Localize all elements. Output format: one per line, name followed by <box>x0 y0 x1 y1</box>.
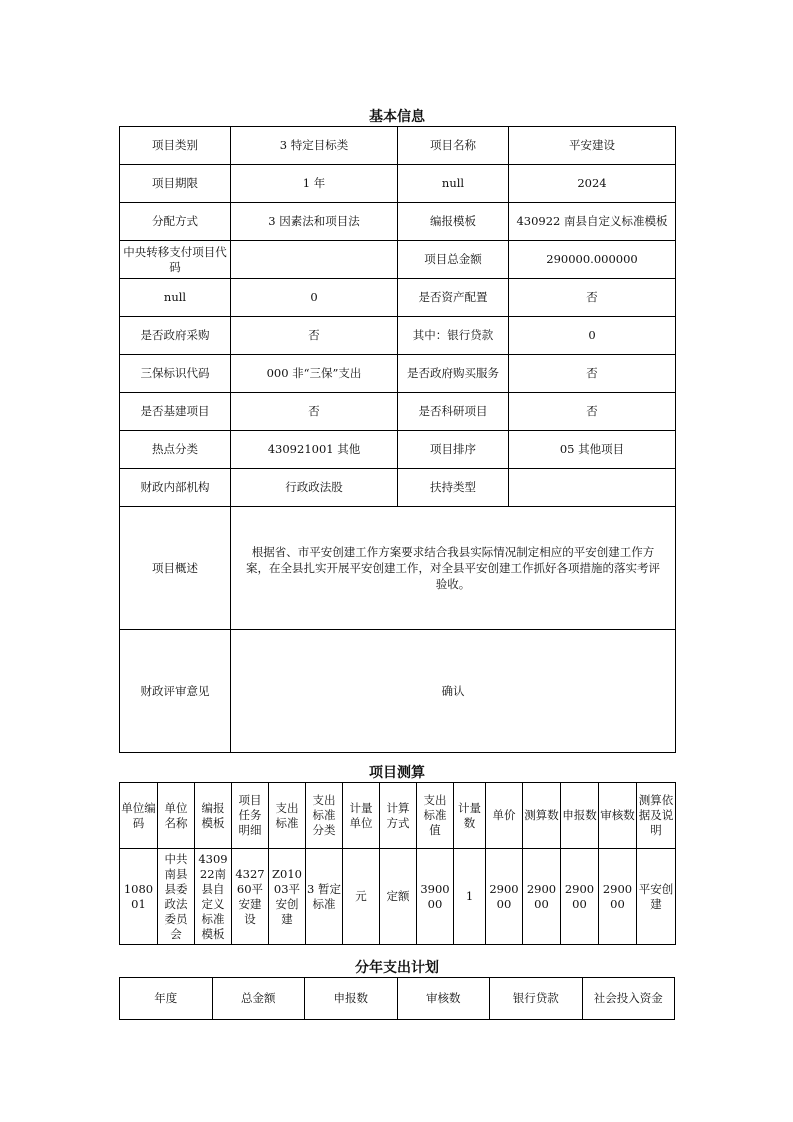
field-label: 是否政府采购 <box>120 317 231 355</box>
annual-plan-title: 分年支出计划 <box>355 960 439 976</box>
field-value: 否 <box>509 393 676 431</box>
table-row <box>120 203 676 241</box>
column-header: 测算依据及说明 <box>637 783 676 849</box>
field-label: 是否政府购买服务 <box>398 355 509 393</box>
field-value: 3 特定目标类 <box>231 127 398 165</box>
basic-info-table <box>119 126 676 753</box>
field-label: 是否资产配置 <box>398 279 509 317</box>
field-value: 430921001 其他 <box>231 431 398 469</box>
column-header: 申报数 <box>305 978 398 1020</box>
table-row <box>120 127 676 165</box>
calculation-table <box>119 782 676 945</box>
table-cell: 432760平安建设 <box>232 849 269 945</box>
field-value: 3 因素法和项目法 <box>231 203 398 241</box>
column-header: 支出标准值 <box>417 783 454 849</box>
field-label: 项目排序 <box>398 431 509 469</box>
field-label: 项目总金额 <box>398 241 509 279</box>
field-label: 项目类别 <box>120 127 231 165</box>
field-label: 编报模板 <box>398 203 509 241</box>
table-cell: 290000 <box>523 849 561 945</box>
column-header: 银行贷款 <box>490 978 583 1020</box>
table-row <box>120 431 676 469</box>
table-cell: 108001 <box>120 849 158 945</box>
field-label: null <box>120 279 231 317</box>
field-label: 热点分类 <box>120 431 231 469</box>
field-label: 其中：银行贷款 <box>398 317 509 355</box>
field-label: 三保标识代码 <box>120 355 231 393</box>
table-row <box>120 279 676 317</box>
table-row <box>120 393 676 431</box>
field-value: 0 <box>231 279 398 317</box>
field-value: 2024 <box>509 165 676 203</box>
column-header: 申报数 <box>561 783 599 849</box>
column-header: 计算方式 <box>380 783 417 849</box>
field-value: 0 <box>509 317 676 355</box>
table-row <box>120 241 676 279</box>
table-row <box>120 469 676 507</box>
column-header: 支出标准分类 <box>306 783 343 849</box>
table-cell: 430922南县自定义标准模板 <box>195 849 232 945</box>
overview-label: 项目概述 <box>120 507 231 630</box>
field-value: 000 非“三保”支出 <box>231 355 398 393</box>
field-value: 430922 南县自定义标准模板 <box>509 203 676 241</box>
field-label: 是否基建项目 <box>120 393 231 431</box>
basic-info-title: 基本信息 <box>369 109 425 125</box>
overview-text: 根据省、市平安创建工作方案要求结合我县实际情况制定相应的平安创建工作方案，在全县扎实开展平安创建工作，对全县平安创建工作抓好各项措施的落实考评验收。 <box>231 507 676 630</box>
field-value: 290000.000000 <box>509 241 676 279</box>
column-header: 单位名称 <box>158 783 195 849</box>
annual-plan-header-row <box>120 978 675 1020</box>
field-value: 平安建设 <box>509 127 676 165</box>
overview-row <box>120 507 676 630</box>
table-row <box>120 165 676 203</box>
field-label: null <box>398 165 509 203</box>
field-label: 分配方式 <box>120 203 231 241</box>
field-label: 财政内部机构 <box>120 469 231 507</box>
column-header: 编报模板 <box>195 783 232 849</box>
field-value: 行政政法股 <box>231 469 398 507</box>
table-row <box>120 849 676 945</box>
field-value: 1 年 <box>231 165 398 203</box>
field-value: 否 <box>509 279 676 317</box>
field-value: 否 <box>509 355 676 393</box>
column-header: 计量数 <box>454 783 486 849</box>
table-cell: 290000 <box>561 849 599 945</box>
column-header: 审核数 <box>599 783 637 849</box>
table-cell: 390000 <box>417 849 454 945</box>
calculation-header-row <box>120 783 676 849</box>
table-cell: 平安创建 <box>637 849 676 945</box>
field-label: 是否科研项目 <box>398 393 509 431</box>
field-value: 05 其他项目 <box>509 431 676 469</box>
column-header: 审核数 <box>397 978 490 1020</box>
review-text: 确认 <box>231 630 676 753</box>
field-label: 扶持类型 <box>398 469 509 507</box>
table-cell: 1 <box>454 849 486 945</box>
field-value <box>231 241 398 279</box>
table-cell: 290000 <box>599 849 637 945</box>
table-cell: 中共南县县委政法委员会 <box>158 849 195 945</box>
table-cell: 3 暂定标准 <box>306 849 343 945</box>
review-row <box>120 630 676 753</box>
table-cell: 元 <box>343 849 380 945</box>
column-header: 计量单位 <box>343 783 380 849</box>
column-header: 支出标准 <box>269 783 306 849</box>
field-value <box>509 469 676 507</box>
table-cell: Z01003平安创建 <box>269 849 306 945</box>
column-header: 社会投入资金 <box>582 978 675 1020</box>
table-row <box>120 355 676 393</box>
column-header: 单价 <box>486 783 523 849</box>
table-row <box>120 317 676 355</box>
field-value: 否 <box>231 393 398 431</box>
column-header: 测算数 <box>523 783 561 849</box>
column-header: 单位编码 <box>120 783 158 849</box>
review-label: 财政评审意见 <box>120 630 231 753</box>
column-header: 总金额 <box>212 978 305 1020</box>
table-cell: 定额 <box>380 849 417 945</box>
field-label: 中央转移支付项目代码 <box>120 241 231 279</box>
annual-plan-table <box>119 977 675 1020</box>
field-value: 否 <box>231 317 398 355</box>
field-label: 项目期限 <box>120 165 231 203</box>
calculation-title: 项目测算 <box>369 765 425 781</box>
column-header: 项目任务明细 <box>232 783 269 849</box>
table-cell: 290000 <box>486 849 523 945</box>
field-label: 项目名称 <box>398 127 509 165</box>
column-header: 年度 <box>120 978 213 1020</box>
